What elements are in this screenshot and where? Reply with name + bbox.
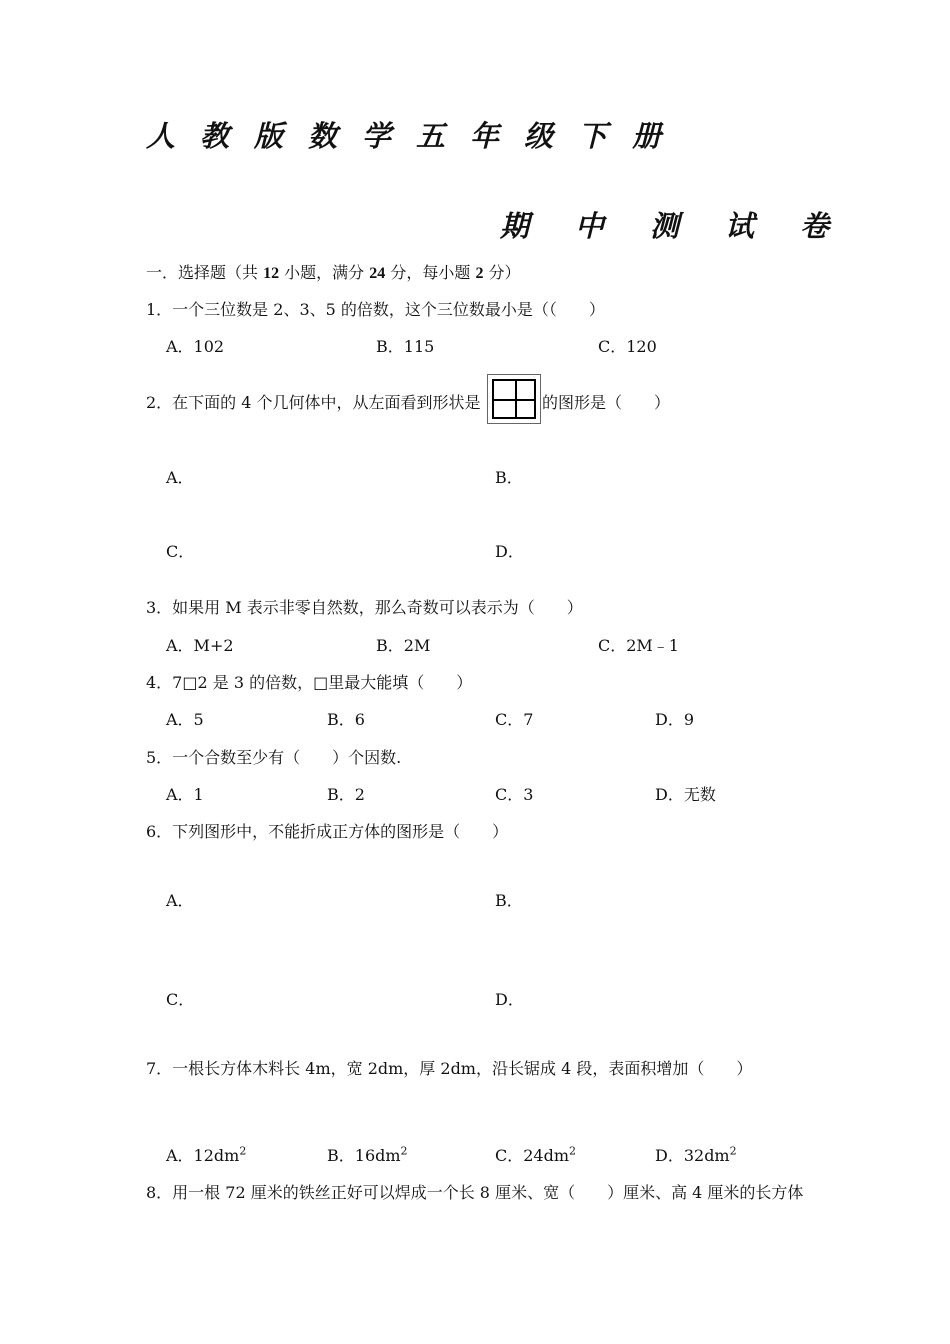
q5-option-d: D．无数 <box>655 785 716 804</box>
q2-option-b: B． <box>495 468 523 487</box>
q7-option-d: D．$32dm^2$ <box>655 1144 737 1165</box>
section-heading: 一．选择题（共 12 小题，满分 24 分，每小题 2 分） <box>146 263 521 282</box>
q2-option-a: A． <box>166 468 194 487</box>
q5-option-b: B．2 <box>327 785 365 804</box>
q1-option-c: C．120 <box>598 337 657 356</box>
grid-square-horizontal-line <box>494 399 534 401</box>
q5-option-c: C．3 <box>495 785 534 804</box>
q6-option-b: B． <box>495 891 523 910</box>
q6-option-d: D． <box>495 990 524 1009</box>
question-1: 1．一个三位数是 2、3、5 的倍数，这个三位数最小是（（ ） <box>146 300 605 319</box>
grid-square-frame <box>492 379 536 419</box>
q2-option-c: C． <box>166 542 195 561</box>
q7-option-c: C．$24dm^2$ <box>495 1144 577 1165</box>
q4-option-d: D．9 <box>655 710 695 729</box>
q7-option-a: A．$12dm^2$ <box>166 1144 247 1165</box>
q4-option-c: C．7 <box>495 710 534 729</box>
q3-option-b: B．2M <box>376 636 431 655</box>
question-2-text: 2．在下面的 4 个几何体中，从左面看到形状是 <box>146 393 481 412</box>
q1-option-a: A．102 <box>166 337 225 356</box>
q4-option-a: A．5 <box>166 710 204 729</box>
document-subtitle: 期中测试卷 <box>500 209 876 243</box>
q4-option-b: B．6 <box>327 710 365 729</box>
q7-option-b: B．$16dm^2$ <box>327 1144 408 1165</box>
q6-option-c: C． <box>166 990 195 1009</box>
question-8: 8．用一根 72 厘米的铁丝正好可以焊成一个长 8 厘米、宽（ ）厘米、高 4 厘米的长方体 <box>146 1183 804 1202</box>
question-6: 6．下列图形中，不能折成正方体的图形是（ ） <box>146 822 509 841</box>
q6-option-a: A． <box>166 891 194 910</box>
q5-option-a: A．1 <box>166 785 204 804</box>
question-5: 5．一个合数至少有（ ）个因数. <box>146 748 402 767</box>
question-7: 7．一根长方体木料长 4m，宽 2dm，厚 2dm，沿长锯成 4 段，表面积增加（ ） <box>146 1059 753 1078</box>
q3-option-a: A．M+2 <box>166 636 234 655</box>
q3-option-c: C．2M﹣1 <box>598 636 679 655</box>
q2-option-d: D． <box>495 542 524 561</box>
document-title: 人教版数学五年级下册 <box>146 119 687 153</box>
question-2-text-end: 的图形是（ ） <box>542 393 671 412</box>
grid-square-figure <box>487 374 541 424</box>
question-3: 3．如果用 M 表示非零自然数，那么奇数可以表示为（ ） <box>146 598 583 617</box>
question-4: 4．7□2 是 3 的倍数，□里最大能填（ ） <box>146 673 473 692</box>
q1-option-b: B．115 <box>376 337 435 356</box>
